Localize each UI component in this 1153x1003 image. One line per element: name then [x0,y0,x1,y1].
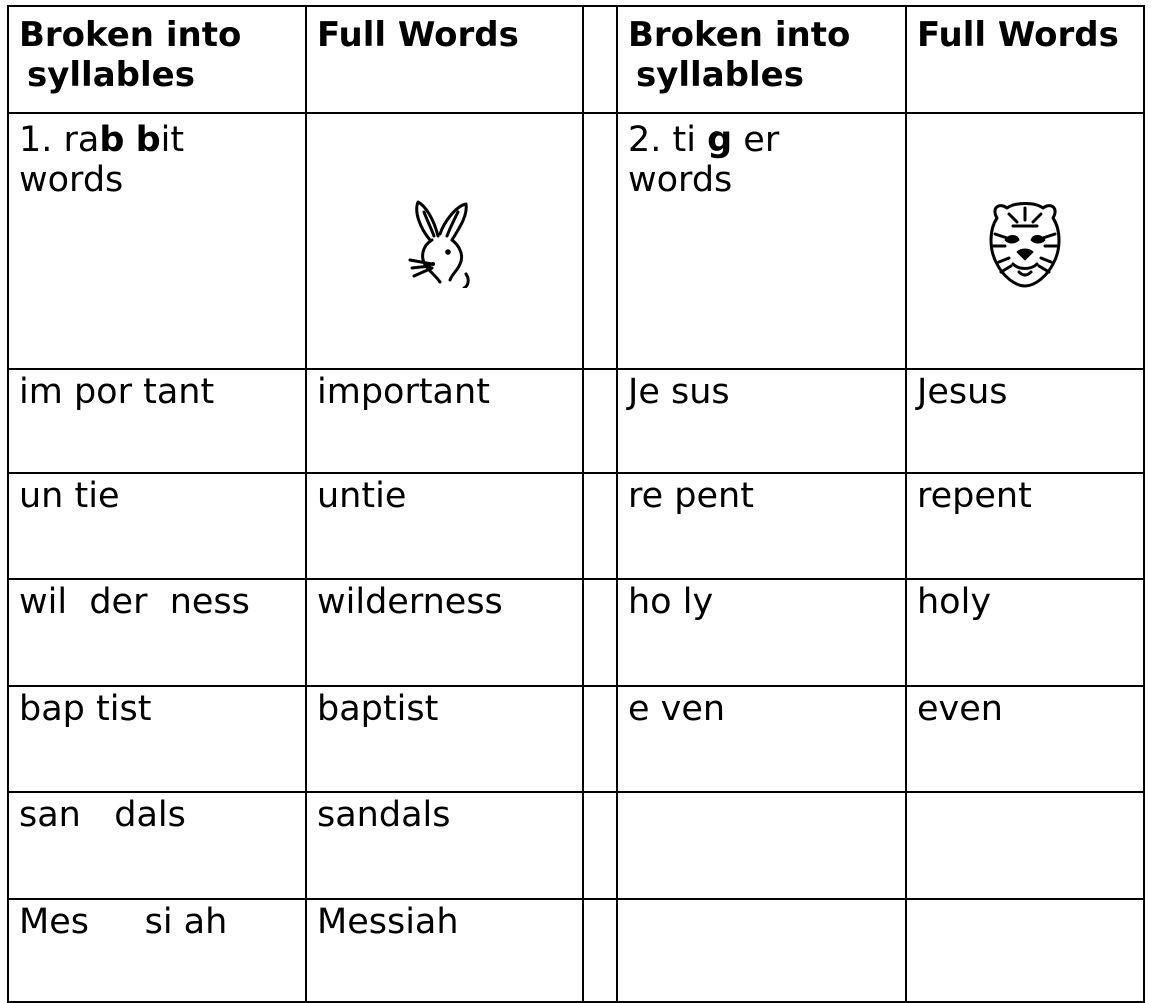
syllable-cell: Je sus [617,369,906,473]
syllable-cell: re pent [617,473,906,579]
full-word-cell [906,792,1144,899]
table-row [8,369,1144,473]
gap-cell [583,686,617,792]
category-rabbit-number: 1. ra [19,120,100,160]
syllable-cell: ho ly [617,579,906,686]
table-row [8,686,1144,792]
category-row [8,113,1144,369]
header-broken-right-line1: Broken into [628,15,851,55]
header-broken-right-line2: syllables [636,55,804,95]
gap-cell [583,473,617,579]
syllable-cell: bap tist [8,686,306,792]
header-broken-right [617,6,906,113]
category-rabbit-words: words [19,160,124,200]
full-word-cell: untie [306,473,583,579]
syllable-cell: e ven [617,686,906,792]
table-row [8,899,1144,1002]
syllable-cell [617,792,906,899]
syllable-cell: wil der ness [8,579,306,686]
category-tiger-label [617,113,906,369]
table-row [8,579,1144,686]
rabbit-image-cell [306,113,583,369]
header-broken-left-line1: Broken into [19,15,242,55]
full-word-cell: holy [906,579,1144,686]
syllable-cell: san dals [8,792,306,899]
syllable-cell: im por tant [8,369,306,473]
syllable-worksheet-table [7,5,1145,1003]
category-tiger-bold: g [707,120,733,160]
full-word-cell [906,899,1144,1002]
syllable-cell [617,899,906,1002]
full-word-cell: wilderness [306,579,583,686]
gap-cell [583,792,617,899]
category-rabbit-label [8,113,306,369]
category-rabbit-bold-1: b [99,120,125,160]
gap-cell [583,369,617,473]
category-rabbit-space [124,120,135,160]
gap-cell [583,6,617,113]
full-word-cell: even [906,686,1144,792]
category-tiger-number: 2. ti [628,120,708,160]
full-word-cell: sandals [306,792,583,899]
tiger-image-cell [906,113,1144,369]
category-tiger-words: words [628,160,733,200]
category-rabbit-bold-2: b [135,120,161,160]
header-row [8,6,1144,113]
category-tiger-rest: er [732,120,780,160]
syllable-cell: Mes si ah [8,899,306,1002]
tiger-icon [983,200,1067,288]
full-word-cell: Messiah [306,899,583,1002]
table-row [8,473,1144,579]
gap-cell [583,579,617,686]
full-word-cell: Jesus [906,369,1144,473]
header-full-left: Full Words [306,6,583,113]
header-broken-left-line2: syllables [27,55,195,95]
table-row [8,792,1144,899]
gap-cell [583,899,617,1002]
full-word-cell: important [306,369,583,473]
gap-cell [583,113,617,369]
rabbit-icon [400,200,490,288]
header-broken-left [8,6,306,113]
syllable-cell: un tie [8,473,306,579]
full-word-cell: repent [906,473,1144,579]
category-rabbit-rest: it [160,120,185,160]
header-full-right: Full Words [906,6,1144,113]
full-word-cell: baptist [306,686,583,792]
